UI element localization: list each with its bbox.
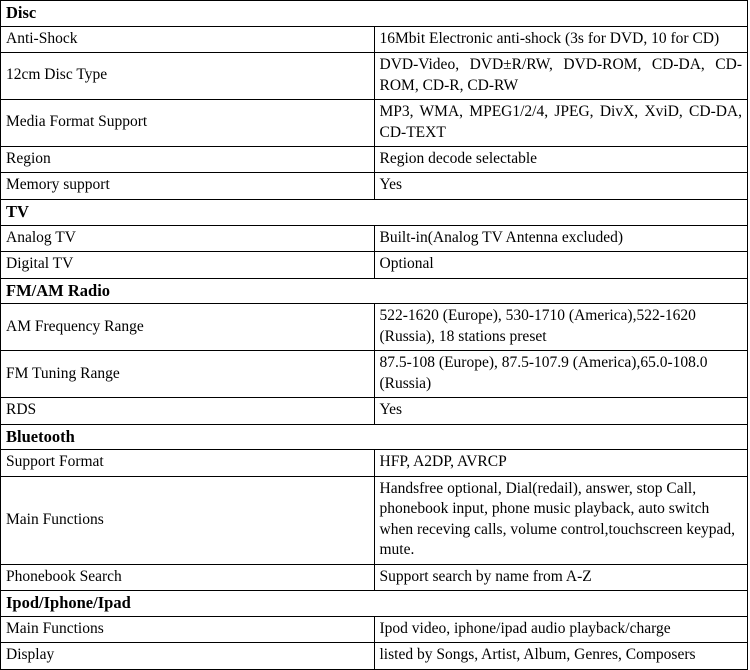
section-title-bluetooth: Bluetooth: [1, 424, 748, 450]
row-label: RDS: [1, 398, 375, 424]
table-row: [1, 476, 748, 564]
row-value: Region decode selectable: [374, 147, 748, 173]
row-label: Media Format Support: [1, 100, 375, 147]
table-row: [1, 398, 748, 424]
row-value: MP3, WMA, MPEG1/2/4, JPEG, DivX, XviD, CD-DA, CD-TEXT: [374, 100, 748, 147]
row-value: Ipod video, iphone/ipad audio playback/charge: [374, 616, 748, 642]
table-row: [1, 643, 748, 669]
row-label: Analog TV: [1, 225, 375, 251]
row-label: Anti-Shock: [1, 26, 375, 52]
section-title-ipod-iphone-ipad: Ipod/Iphone/Ipad: [1, 591, 748, 617]
section-title-tv: TV: [1, 199, 748, 225]
table-row: [1, 147, 748, 173]
row-value: DVD-Video, DVD±R/RW, DVD-ROM, CD-DA, CD-ROM, CD-R, CD-RW: [374, 53, 748, 100]
row-label: 12cm Disc Type: [1, 53, 375, 100]
section-header-row: [1, 591, 748, 617]
row-label: AM Frequency Range: [1, 304, 375, 351]
row-value: listed by Songs, Artist, Album, Genres, Composers: [374, 643, 748, 669]
section-title-disc: Disc: [1, 1, 748, 27]
section-header-row: [1, 278, 748, 304]
table-row: [1, 252, 748, 278]
table-row: [1, 100, 748, 147]
table-row: [1, 564, 748, 590]
specification-table-body: [1, 1, 748, 670]
row-value: Optional: [374, 252, 748, 278]
table-row: [1, 26, 748, 52]
table-row: [1, 351, 748, 398]
section-header-row: [1, 1, 748, 27]
row-label: Region: [1, 147, 375, 173]
row-value: Built-in(Analog TV Antenna excluded): [374, 225, 748, 251]
table-row: [1, 173, 748, 199]
row-label: Main Functions: [1, 616, 375, 642]
row-label: Memory support: [1, 173, 375, 199]
section-header-row: [1, 199, 748, 225]
row-label: Phonebook Search: [1, 564, 375, 590]
row-label: FM Tuning Range: [1, 351, 375, 398]
row-label: Display: [1, 643, 375, 669]
row-value: 16Mbit Electronic anti-shock (3s for DVD, 10 for CD): [374, 26, 748, 52]
table-row: [1, 225, 748, 251]
row-value: Handsfree optional, Dial(redail), answer, stop Call, phonebook input, phone music playback, auto switch when receving calls, volume control,touchscreen keypad, mute.: [374, 476, 748, 564]
section-header-row: [1, 424, 748, 450]
row-label: Support Format: [1, 450, 375, 476]
table-row: [1, 304, 748, 351]
row-value: 522-1620 (Europe), 530-1710 (America),522-1620 (Russia), 18 stations preset: [374, 304, 748, 351]
row-value: 87.5-108 (Europe), 87.5-107.9 (America),65.0-108.0 (Russia): [374, 351, 748, 398]
row-label: Digital TV: [1, 252, 375, 278]
table-row: [1, 53, 748, 100]
row-value: Support search by name from A-Z: [374, 564, 748, 590]
table-row: [1, 450, 748, 476]
row-value: HFP, A2DP, AVRCP: [374, 450, 748, 476]
section-title-fm-am-radio: FM/AM Radio: [1, 278, 748, 304]
row-value: Yes: [374, 173, 748, 199]
row-value: Yes: [374, 398, 748, 424]
row-label: Main Functions: [1, 476, 375, 564]
table-row: [1, 616, 748, 642]
